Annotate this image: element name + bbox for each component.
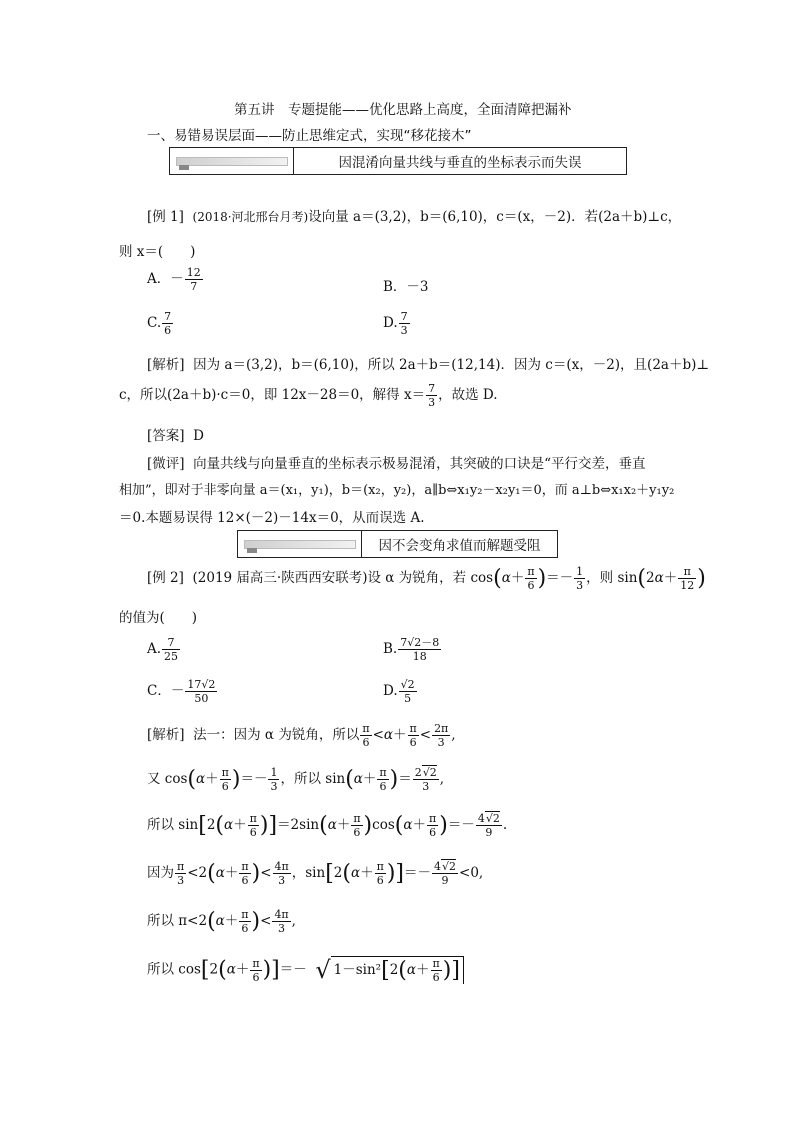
banner-label: 因混淆向量共线与垂直的坐标表示而失误 [338,155,582,171]
example-1-stem-2: 则 x＝( ) [119,244,196,260]
example-source: (2018·河北邢台月考) [192,210,309,224]
analysis-2-line-2: 又 cos(α＋ $\frac{\pi}{6}$ )＝－ $\frac{1}{3}$ ，所以 sin(α＋ $\frac{\pi}{6}$ )＝ $\frac{2√2}{3}$ , [147,766,445,793]
answer-1: [答案] D [147,428,204,444]
example-2-stem: [例 2] (2019 届高三·陕西西安联考)设 α 为锐角，若 cos(α＋ $\frac{\pi}{6}$ )＝－ $\frac{1}{3}$ ，则 sin(2α＋ $\frac{\pi}{12}$ ) [147,565,706,592]
example-1-stem [147,205,681,225]
banner-label: 因不会变角求值而解题受阻 [378,538,541,554]
example-stem: 设向量 a＝(3,2)，b＝(6,10)，c＝(x，－2)．若(2a＋b)⊥c， [308,209,682,225]
option-a: A．－ $\frac{12}{7}$ [147,266,201,293]
analysis-1-line-1: [解析] 因为 a＝(3,2)，b＝(6,10)，所以 2a＋b＝(12,14)．因为 c＝(x，－2)，且(2a＋b)⊥ [147,357,710,373]
option-c: C．－ $\frac{17√2}{50}$ [147,678,216,705]
comment-1-line-1: [微评] 向量共线与向量垂直的坐标表示极易混淆，其突破的口诀是“平行交差，垂直 [147,456,646,472]
page-title: 第五讲 专题提能——优化思路上高度，全面清障把漏补 [234,102,572,118]
option-b: B．－3 [383,279,429,295]
example-2-stem-2: 的值为( ) [119,610,198,626]
comment-1-line-2: 相加”，即对于非零向量 a＝(x₁，y₁)，b＝(x₂，y₂)，a∥b⇔x₁y₂－x₂y₁＝0，而 a⊥b⇔x₁x₂＋y₁y₂ [119,483,675,498]
option-b: B. $\frac{7√2-8}{18}$ [383,636,440,663]
analysis-2-line-1: [解析] 法一：因为 α 为锐角，所以 $\frac{\pi}{6}$ <α＋ $\frac{\pi}{6}$ < $\frac{2\pi}{3}$ , [147,722,456,749]
section-heading: 一、易错易误层面——防止思维定式，实现“移花接木” [147,128,472,144]
analysis-1-line-2: c，所以(2a＋b)·c＝0，即 12x－28＝0，解得 x＝ $\frac{7}{3}$ ，故选 D. [119,382,498,409]
option-d: D. $\frac{√2}{5}$ [383,678,415,705]
banner-decoration [238,531,362,557]
option-a: A. $\frac{7}{25}$ [147,636,179,663]
comment-1-line-3: ＝0.本题易误得 12×(－2)－14x＝0，从而误选 A. [119,510,425,526]
analysis-2-line-5: 所以 π<2(α＋ $\frac{\pi}{6}$ )< $\frac{4\pi}{3}$ , [147,908,296,935]
banner-decoration [170,148,294,174]
analysis-2-line-4: 因为 $\frac{\pi}{3}$ <2(α＋ $\frac{\pi}{6}$ )< $\frac{4\pi}{3}$ ，sin[2(α＋ $\frac{\pi}{6}$ )]＝－ $\frac{4√2}{9}$ <0, [147,860,484,887]
topic-banner-2 [237,530,558,558]
option-c: C. $\frac{7}{6}$ [147,310,172,337]
topic-banner-1 [169,147,627,175]
analysis-2-line-3: 所以 sin[2(α＋ $\frac{\pi}{6}$ )]＝2sin(α＋ $\frac{\pi}{6}$ )cos(α＋ $\frac{\pi}{6}$ )＝－ $\frac{4√2}{9}$ . [147,812,508,839]
analysis-2-line-6: 所以 cos[2(α＋ $\frac{\pi}{6}$ )]＝－ √ 1－sin²[2(α＋ $\frac{\pi}{6}$ )] [147,956,464,984]
option-d: D. $\frac{7}{3}$ [383,310,408,337]
example-tag: [例 1] [147,209,184,225]
